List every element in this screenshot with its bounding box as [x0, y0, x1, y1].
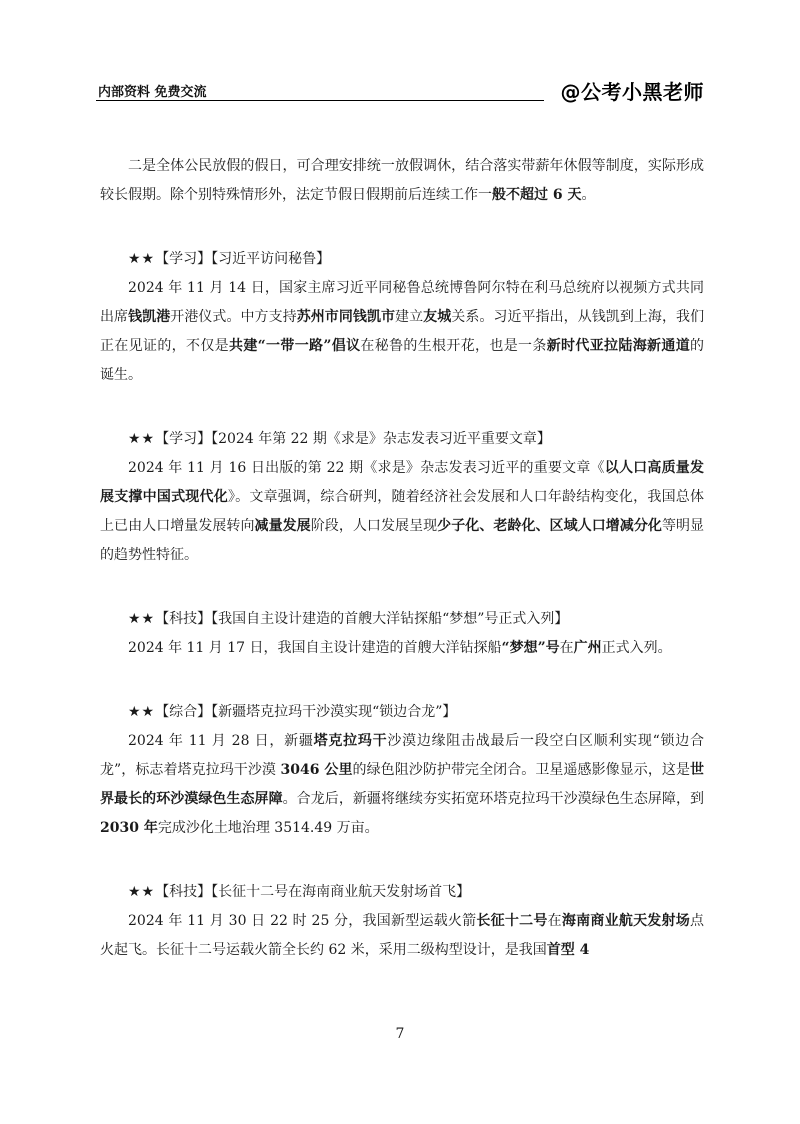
bold-text: 海南商业航天发射场: [561, 913, 691, 929]
importance-stars: ★★: [128, 251, 156, 267]
header-rule: [96, 100, 544, 101]
bold-text: 共建“一带一路”倡议: [228, 338, 361, 354]
text-run: 开港仪式。中方支持: [170, 309, 297, 325]
news-item-heading: [100, 878, 704, 907]
text-run: 2024 年 11 月 17 日，我国自主设计建造的首艘大洋钻探船: [128, 640, 502, 656]
bold-text: 世界最长的环沙漠绿色生态屏障: [100, 762, 705, 807]
text-run: 关系。习近平指出，从钱凯到上海，我们正在见证的，不仅是: [100, 309, 705, 354]
intro-paragraph: [100, 152, 704, 210]
text-run: 在: [547, 913, 562, 929]
bold-text: 塔克拉玛干: [313, 733, 388, 749]
bold-text: 友城: [423, 309, 452, 325]
header-author: @公考小黑老师: [560, 80, 704, 104]
news-item: [100, 698, 704, 843]
text-run: 等明显的趋势性特征。: [100, 518, 705, 563]
news-item-heading: [100, 425, 704, 454]
importance-stars: ★★: [128, 884, 156, 900]
text-run: 2024 年 11 月 28 日，新疆: [128, 733, 314, 749]
importance-stars: ★★: [128, 431, 156, 447]
bold-text: 3046 公里: [280, 762, 353, 778]
text-run: 的诞生。: [100, 338, 705, 383]
category-tag: 【综合】: [155, 704, 212, 720]
bold-text: “梦想”号: [501, 640, 560, 656]
header-label: 内部资料 免费交流: [98, 85, 207, 100]
text-run: 在: [559, 640, 574, 656]
news-item: [100, 605, 704, 663]
text-run: 二是全体公民放假的假日，可合理安排统一放假调休，结合落实带薪年休假等制度，实际形成较长假期。除个别特殊情形外，法定节假日假期前后连续工作一: [100, 158, 704, 203]
bold-text: 苏州市同钱凯市: [296, 309, 396, 325]
importance-stars: ★★: [128, 704, 156, 720]
bold-text: 减量发展: [254, 518, 311, 534]
news-title: 【我国自主设计建造的首艘大洋钻探船“梦想”号正式入列】: [211, 611, 569, 627]
text-run: 2024 年 11 月 30 日 22 时 25 分，我国新型运载火箭: [128, 913, 477, 929]
text-run: 沙漠边缘阻击战最后一段空白区顺利实现“锁边合龙”，标志着塔克拉玛干沙漠: [100, 733, 705, 778]
text-run: 。合龙后，新疆将继续夯实拓宽环塔克拉玛干沙漠绿色生态屏障，到: [282, 791, 705, 807]
text-run: 建立: [395, 309, 424, 325]
news-item-heading: [100, 245, 704, 274]
news-item: [100, 878, 704, 965]
news-body: [100, 907, 704, 965]
document-body: [100, 152, 704, 965]
page-number: 7: [395, 1026, 405, 1042]
news-body: [100, 274, 704, 390]
news-item: [100, 425, 704, 570]
news-item-heading: [100, 698, 704, 727]
bold-text: 新时代亚拉陆海新通道: [546, 338, 691, 354]
bold-text: 广州: [573, 640, 602, 656]
category-tag: 【学习】: [155, 431, 212, 447]
news-title: 【新疆塔克拉玛干沙漠实现“锁边合龙”】: [211, 704, 457, 720]
text-run: 点火起飞。长征十二号运载火箭全长约 62 米，采用二级构型设计，是我国: [100, 913, 705, 958]
text-run: 》。文章强调，综合研判，随着经济社会发展和人口年龄结构变化，我国总体上已由人口增量发展转向: [100, 489, 705, 534]
news-item: [100, 245, 704, 390]
text-run: 完成沙化土地治理 3514.49 万亩。: [157, 820, 379, 836]
category-tag: 【科技】: [155, 884, 212, 900]
text-run: 的绿色阻沙防护带完全闭合。卫星遥感影像显示，这是: [352, 762, 691, 778]
text-run: 正式入列。: [601, 640, 672, 656]
category-tag: 【学习】: [155, 251, 212, 267]
importance-stars: ★★: [128, 611, 156, 627]
bold-text: 2030 年: [100, 820, 158, 836]
news-title: 【长征十二号在海南商业航天发射场首飞】: [211, 884, 471, 900]
page-header: [96, 78, 704, 108]
news-item-heading: [100, 605, 704, 634]
news-body: [100, 634, 704, 663]
text-run: 在秘鲁的生根开花，也是一条: [360, 338, 547, 354]
news-body: [100, 727, 704, 843]
bold-text: 首型 4: [546, 942, 590, 958]
category-tag: 【科技】: [155, 611, 212, 627]
news-title: 【习近平访问秘鲁】: [211, 251, 331, 267]
text-run: 。: [581, 187, 596, 203]
bold-text: 以人口高质量发展支撑中国式现代化: [100, 460, 704, 505]
news-items: [100, 245, 704, 965]
news-title: 【2024 年第 22 期《求是》杂志发表习近平重要文章】: [211, 431, 551, 447]
bold-text: 般不超过 6 天: [492, 187, 582, 203]
bold-text: 钱凯港: [128, 309, 171, 325]
bold-text: 少子化、老龄化、区域人口增减分化: [437, 518, 662, 534]
text-run: 2024 年 11 月 16 日出版的第 22 期《求是》杂志发表习近平的重要文章《: [128, 460, 605, 476]
text-run: 2024 年 11 月 14 日，国家主席习近平同秘鲁总统博鲁阿尔特在利马总统府以视频方式共同出席: [100, 280, 704, 325]
news-body: [100, 454, 704, 570]
text-run: 阶段，人口发展呈现: [310, 518, 438, 534]
bold-text: 长征十二号: [476, 913, 548, 929]
